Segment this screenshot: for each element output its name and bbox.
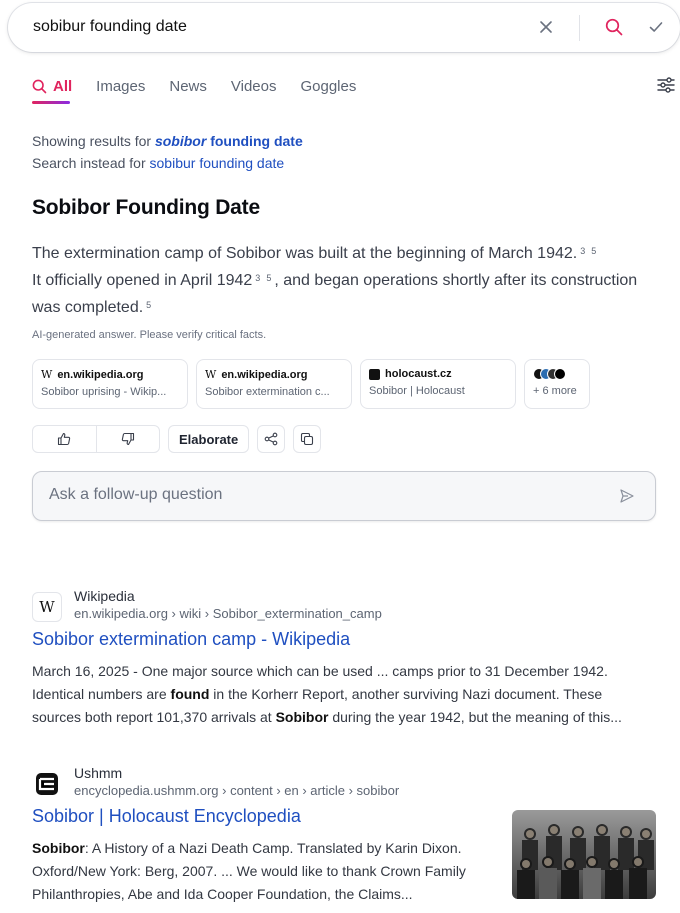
wikipedia-favicon — [32, 592, 62, 622]
result-url[interactable]: en.wikipedia.org › wiki › Sobibor_extermination_camp — [74, 606, 382, 621]
followup-input[interactable] — [49, 486, 609, 504]
ai-answer-title: Sobibor Founding Date — [32, 196, 260, 219]
search-result — [32, 765, 662, 909]
thumbs-up-button[interactable] — [33, 426, 96, 452]
citation[interactable]: 3 — [580, 246, 586, 256]
showing-prefix: Showing results for — [32, 133, 152, 149]
citation[interactable]: 5 — [266, 273, 272, 283]
ai-sources — [32, 359, 590, 409]
tab-all-label: All — [53, 77, 73, 95]
citation[interactable]: 5 — [146, 300, 152, 310]
citation[interactable]: 5 — [591, 246, 597, 256]
citation[interactable]: 3 — [255, 273, 261, 283]
ai-answer-body: The extermination camp of Sobibor was built at the beginning of March 1942. $^3$ $^5$ It officially opened in April 1942 $^3$ $^5$ , and began operations shortly after its construction was completed. $^5$ — [32, 245, 638, 316]
tab-videos[interactable] — [231, 76, 277, 96]
search-result — [32, 588, 662, 725]
ai-disclaimer: AI-generated answer. Please verify critical facts. — [32, 329, 267, 341]
tab-all[interactable] — [32, 76, 72, 96]
tab-images-label: Images — [96, 77, 146, 95]
feedback-buttons — [32, 425, 160, 453]
result-title-link[interactable]: Sobibor | Holocaust Encyclopedia — [32, 806, 301, 826]
search-icon — [32, 79, 47, 94]
search-divider — [579, 15, 580, 41]
copy-icon — [300, 432, 314, 446]
thumbs-down-icon — [121, 432, 135, 446]
ai-actions — [32, 425, 321, 453]
tab-images[interactable] — [96, 76, 145, 96]
elaborate-button[interactable]: Elaborate — [168, 425, 249, 453]
source-card[interactable]: W en.wikipedia.org Sobibor extermination c... — [196, 359, 352, 409]
share-button[interactable] — [257, 425, 285, 453]
thumbs-up-icon — [57, 432, 71, 446]
clear-icon[interactable] — [534, 15, 558, 39]
active-tab-underline — [32, 101, 70, 104]
tab-news[interactable] — [169, 76, 207, 96]
search-icon[interactable] — [602, 15, 626, 39]
followup-box — [32, 471, 656, 521]
tab-goggles-label: Goggles — [300, 77, 357, 95]
tab-goggles[interactable] — [300, 76, 356, 96]
result-snippet: March 16, 2025 - One major source which can be used ... camps prior to 31 December 1942. Identical numbers are found in the Korherr Report, another surviving Nazi document. These sources both report 101,370 arrivals at Sobibor during the year 1942, but the meaning of this... — [32, 663, 622, 725]
search-tabs — [32, 76, 380, 104]
spelling-correction — [32, 130, 303, 174]
result-thumbnail[interactable] — [512, 810, 656, 899]
source-card[interactable]: W en.wikipedia.org Sobibor uprising - Wikip... — [32, 359, 188, 409]
send-button[interactable] — [619, 488, 637, 506]
send-icon — [619, 488, 635, 504]
tab-news-label: News — [169, 77, 207, 95]
search-query[interactable]: sobibur founding date — [33, 18, 187, 35]
copy-button[interactable] — [293, 425, 321, 453]
wikipedia-icon: W — [205, 368, 217, 381]
ushmm-icon — [35, 772, 59, 796]
result-url[interactable]: encyclopedia.ushmm.org › content › en › article › sobibor — [74, 783, 400, 798]
result-snippet: Sobibor: A History of a Nazi Death Camp. Translated by Karin Dixon. Oxford/New York: Berg, 2007. ... We would like to thank Crown Family Philanthropies, Abe and Ida Cooper Foundation, the Claims... — [32, 840, 466, 902]
ushmm-favicon — [32, 769, 62, 799]
holocaust-cz-icon — [369, 369, 380, 380]
filters-icon[interactable] — [656, 76, 676, 94]
more-sources-button[interactable]: + 6 more — [524, 359, 590, 409]
wikipedia-icon: W — [39, 598, 55, 616]
share-icon — [264, 432, 278, 446]
source-favicons-stack — [533, 368, 581, 380]
result-title-link[interactable]: Sobibor extermination camp - Wikipedia — [32, 629, 351, 649]
wikipedia-icon: W — [41, 368, 53, 381]
corrected-query-link[interactable]: sobibor founding date — [154, 133, 303, 149]
thumbs-down-button[interactable] — [96, 426, 160, 452]
search-bar[interactable] — [8, 3, 680, 52]
instead-prefix: Search instead for — [32, 155, 146, 171]
result-site-name: Wikipedia — [74, 588, 135, 604]
source-card[interactable]: holocaust.cz Sobibor | Holocaust — [360, 359, 516, 409]
tab-videos-label: Videos — [230, 77, 277, 95]
check-icon[interactable] — [644, 15, 668, 39]
original-query-link[interactable]: sobibur founding date — [149, 155, 285, 171]
result-site-name: Ushmm — [74, 765, 123, 781]
